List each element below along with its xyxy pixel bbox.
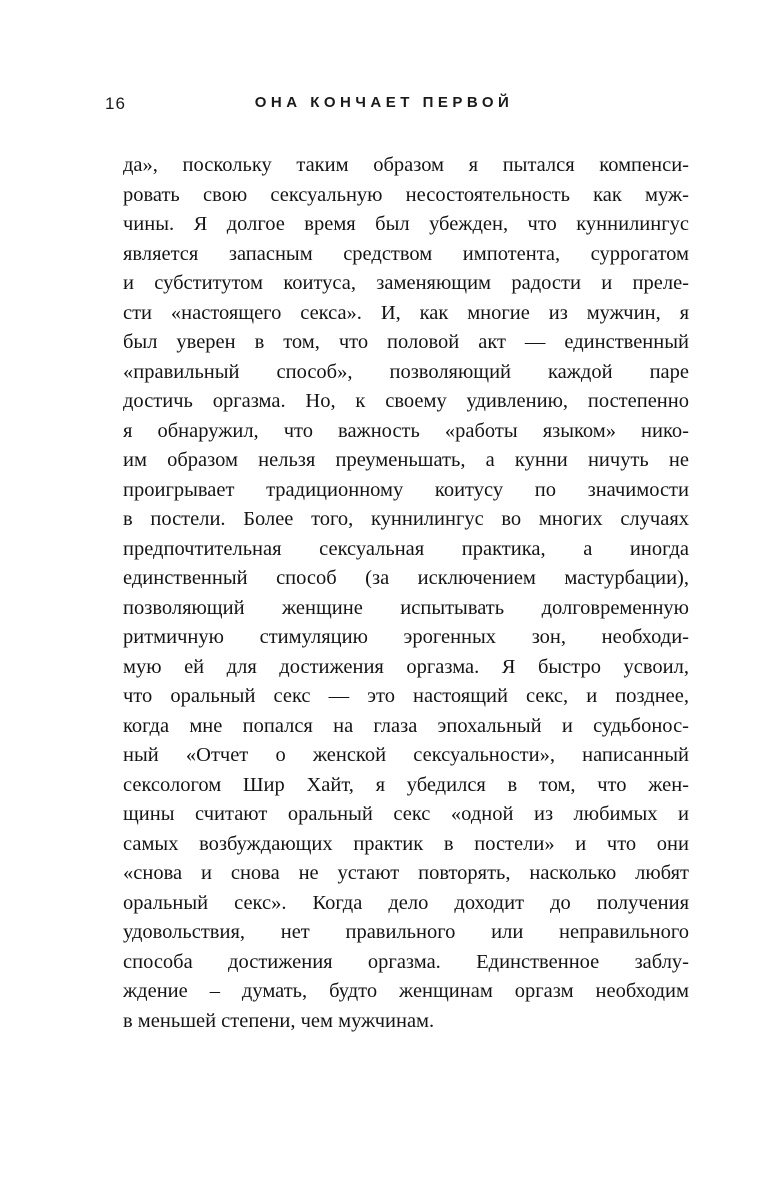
text-line: сти «настоящего секса». И, как многие из мужчин, я bbox=[123, 301, 689, 324]
text-line: достичь оргазма. Но, к своему удивлению, постепенно bbox=[123, 390, 689, 412]
text-line: единственный способ (за исключением мастурбации), bbox=[123, 567, 689, 589]
text-line: предпочтительная сексуальная практика, а иногда bbox=[123, 537, 689, 560]
page-header bbox=[0, 94, 768, 118]
text-line: в меньшей степени, чем мужчинам. bbox=[123, 1009, 435, 1032]
text-line: что оральный секс — это настоящий секс, и позднее, bbox=[123, 685, 689, 707]
text-line: является запасным средством импотента, суррогатом bbox=[123, 242, 689, 265]
text-line: «снова и снова не устают повторять, насколько любят bbox=[123, 862, 689, 884]
text-line: им образом нельзя преуменьшать, а кунни ничуть не bbox=[123, 449, 689, 471]
text-line: способа достижения оргазма. Единственное заблу- bbox=[123, 950, 689, 973]
text-line: мую ей для достижения оргазма. Я быстро усвоил, bbox=[123, 655, 689, 678]
text-line: «правильный способ», позволяющий каждой паре bbox=[123, 360, 689, 383]
text-line: и субститутом коитуса, заменяющим радости и преле- bbox=[123, 272, 689, 294]
text-line: ждение – думать, будто женщинам оргазм необходим bbox=[123, 980, 689, 1002]
text-line: когда мне попался на глаза эпохальный и судьбонос- bbox=[123, 714, 689, 737]
text-line: ровать свою сексуальную несостоятельность как муж- bbox=[123, 183, 689, 206]
text-line: ный «Отчет о женской сексуальности», написанный bbox=[123, 744, 689, 766]
text-line: удовольствия, нет правильного или неправильного bbox=[123, 921, 689, 943]
running-title: ОНА КОНЧАЕТ ПЕРВОЙ bbox=[254, 94, 514, 111]
text-line: сексологом Шир Хайт, я убедился в том, что жен- bbox=[123, 773, 689, 796]
text-line: проигрывает традиционному коитусу по значимости bbox=[123, 478, 689, 501]
text-line: да», поскольку таким образом я пытался компенси- bbox=[123, 154, 689, 176]
text-line: ритмичную стимуляцию эрогенных зон, необходи- bbox=[123, 626, 689, 648]
text-line: был уверен в том, что половой акт — единственный bbox=[123, 331, 689, 353]
text-line: оральный секс». Когда дело доходит до получения bbox=[123, 891, 689, 914]
page-number: 16 bbox=[105, 94, 126, 113]
text-line: чины. Я долгое время был убежден, что куннилингус bbox=[123, 213, 689, 235]
text-line: позволяющий женщине испытывать долговременную bbox=[123, 596, 689, 619]
text-line: самых возбуждающих практик в постели» и что они bbox=[123, 832, 689, 855]
text-line: щины считают оральный секс «одной из любимых и bbox=[123, 803, 689, 825]
text-line: я обнаружил, что важность «работы языком» нико- bbox=[123, 419, 689, 442]
body-text bbox=[123, 151, 689, 1036]
text-line: в постели. Более того, куннилингус во многих случаях bbox=[123, 508, 689, 530]
